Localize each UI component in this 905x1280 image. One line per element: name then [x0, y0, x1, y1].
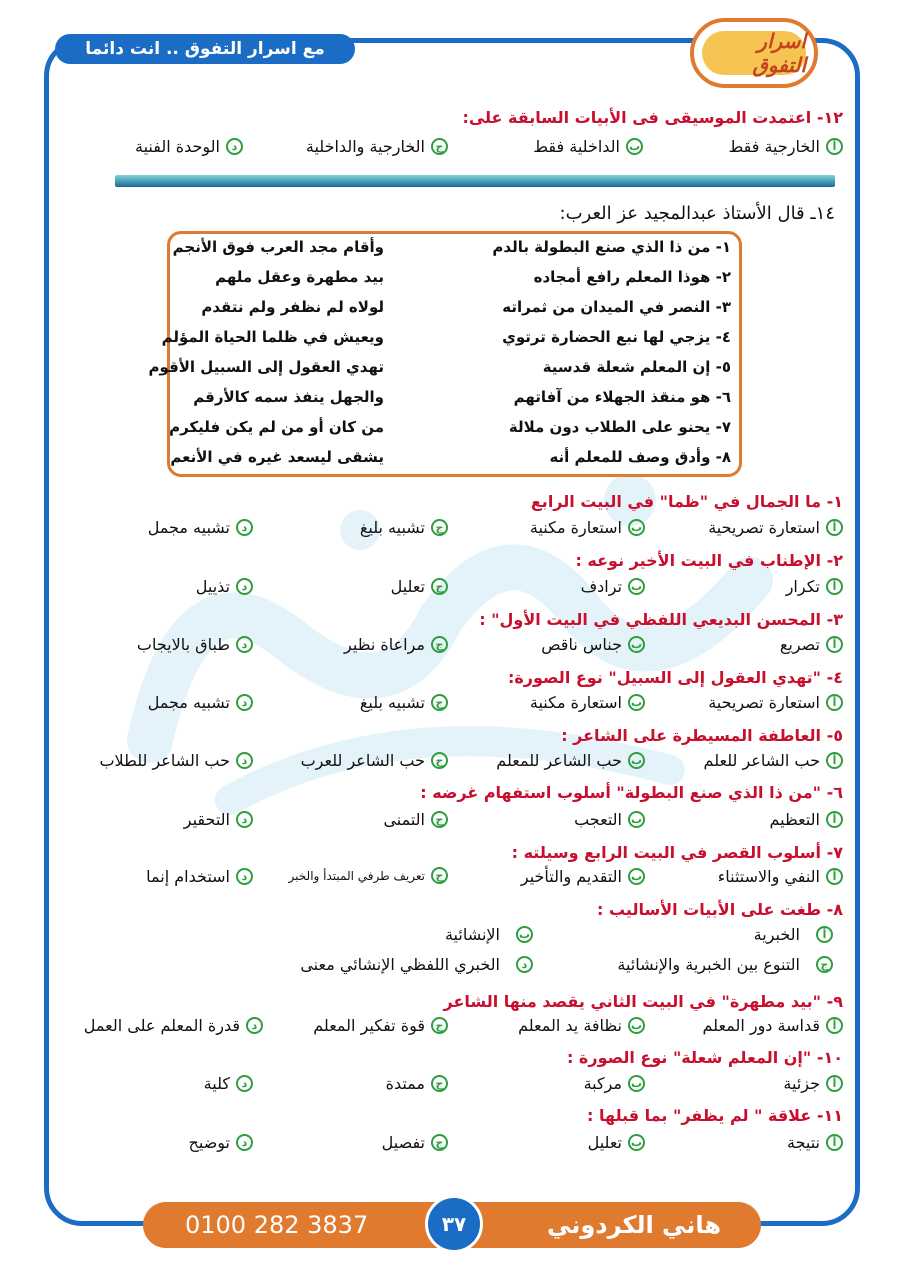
- option-letter-icon: ج: [431, 1134, 448, 1151]
- verse-8-second: يشقى ليسعد غيره في الأنعم: [170, 448, 384, 466]
- q-number: ٨-: [826, 900, 843, 919]
- option-label: استخدام إنما: [146, 867, 230, 886]
- option-label: توضيح: [188, 1133, 230, 1152]
- q10-options: [60, 1074, 843, 1100]
- section-divider: [115, 175, 835, 187]
- option-label: حب الشاعر للطلاب: [99, 751, 230, 770]
- option-letter-icon: د: [236, 1075, 253, 1092]
- option-label: تعليل: [390, 577, 425, 596]
- option-label: التقديم والتأخير: [520, 867, 622, 886]
- option-letter-icon: د: [236, 519, 253, 536]
- option-letter-icon: ج: [431, 694, 448, 711]
- q-text: "إن المعلم شعلة" نوع الصورة :: [566, 1048, 812, 1067]
- q13-options: [60, 137, 843, 163]
- q5-options: [60, 751, 843, 777]
- q2-option-b[interactable]: [581, 577, 645, 596]
- verse-7-first: ٧- يحنو على الطلاب دون ملالة: [508, 418, 731, 436]
- option-label: الداخلية فقط: [533, 137, 620, 156]
- option-label: الخبرية: [753, 925, 800, 944]
- verse-2-second: بيد مطهرة وعقل ملهم: [215, 268, 384, 286]
- verse-3-second: لولاه لم نظفر ولم نتقدم: [201, 298, 384, 316]
- option-letter-icon: ج: [431, 578, 448, 595]
- q8-option-a[interactable]: [754, 925, 833, 944]
- option-letter-icon: ب: [628, 636, 645, 653]
- q6-options: [60, 810, 843, 836]
- verse-7-second: من كان أو من لم يكن فليكرم: [169, 418, 384, 436]
- option-label: التنوع بين الخبرية والإنشائية: [617, 955, 800, 974]
- brand-logo: [690, 18, 818, 88]
- option-letter-icon: ج: [431, 1017, 448, 1034]
- q9-prompt: [444, 992, 843, 1011]
- q11-option-a[interactable]: [787, 1133, 843, 1152]
- q11-option-d[interactable]: [189, 1133, 253, 1152]
- option-label: تشبيه مجمل: [147, 518, 230, 537]
- q5-option-d[interactable]: [99, 751, 253, 770]
- q-number: ٩-: [826, 992, 843, 1011]
- option-label: التمنى: [383, 810, 425, 829]
- verse-6-first: ٦- هو منقذ الجهلاء من آفاتهم: [513, 388, 731, 406]
- option-label: تكرار: [785, 577, 820, 596]
- option-letter-icon: أ: [826, 1134, 843, 1151]
- q8-options-row1: [60, 925, 843, 951]
- option-letter-icon: ب: [516, 926, 533, 943]
- q8-option-d[interactable]: [300, 955, 533, 974]
- option-label: تفصيل: [381, 1133, 425, 1152]
- q-number: ٧-: [826, 843, 843, 862]
- option-label: التعجب: [574, 810, 622, 829]
- q-number: ٣-: [826, 610, 843, 629]
- option-letter-icon: ب: [628, 519, 645, 536]
- q6-option-a[interactable]: [770, 810, 843, 829]
- option-label: استعارة مكنية: [529, 518, 622, 537]
- option-letter-icon: ب: [628, 811, 645, 828]
- option-letter-icon: ب: [626, 138, 643, 155]
- verse-6-second: والجهل ينفذ سمه كالأرقم: [193, 388, 384, 406]
- option-label: النفي والاستثناء: [717, 867, 820, 886]
- phone-number: 0100 282 3837: [185, 1211, 369, 1239]
- option-letter-icon: ج: [431, 752, 448, 769]
- q10-option-c[interactable]: [386, 1074, 448, 1093]
- option-letter-icon: أ: [826, 519, 843, 536]
- q9-option-d[interactable]: [84, 1016, 263, 1035]
- option-letter-icon: ب: [628, 1017, 645, 1034]
- option-letter-icon: د: [236, 752, 253, 769]
- option-label: تشبيه بليغ: [359, 693, 425, 712]
- option-letter-icon: أ: [826, 636, 843, 653]
- q1-option-b[interactable]: [530, 518, 645, 537]
- option-label: نظافة يد المعلم: [518, 1016, 622, 1035]
- option-label: حب الشاعر للمعلم: [496, 751, 622, 770]
- q-number: ٢-: [826, 551, 843, 570]
- q1-options: [60, 518, 843, 544]
- option-label: التعظيم: [769, 810, 820, 829]
- q3-option-c[interactable]: [344, 635, 448, 654]
- option-letter-icon: ب: [628, 752, 645, 769]
- q-number: ٦-: [826, 783, 843, 802]
- q-text: ما الجمال في "ظما" في البيت الرابع: [530, 492, 822, 511]
- q13-option-a[interactable]: [728, 137, 843, 156]
- q1-option-c[interactable]: [360, 518, 448, 537]
- q2-options: [60, 577, 843, 603]
- author-name: هاني الكردوني: [547, 1211, 721, 1239]
- option-label: جناس ناقص: [541, 635, 622, 654]
- q2-prompt: [575, 551, 843, 570]
- verse-1-first: ١- من ذا الذي صنع البطولة بالدم: [492, 238, 731, 256]
- option-label: ترادف: [580, 577, 622, 596]
- option-letter-icon: ب: [628, 868, 645, 885]
- verse-8-first: ٨- وأدق وصف للمعلم أنه: [549, 448, 731, 466]
- option-letter-icon: أ: [826, 138, 843, 155]
- option-label: تشبيه بليغ: [359, 518, 425, 537]
- option-letter-icon: ج: [431, 1075, 448, 1092]
- verse-1-second: وأقام مجد العرب فوق الأنجم: [172, 238, 384, 256]
- option-letter-icon: د: [236, 868, 253, 885]
- q7-option-a[interactable]: [718, 867, 843, 886]
- option-label: كلية: [203, 1074, 230, 1093]
- q4-option-d[interactable]: [148, 693, 253, 712]
- q10-option-a[interactable]: [783, 1074, 843, 1093]
- option-letter-icon: د: [236, 811, 253, 828]
- q7-prompt: [512, 843, 843, 862]
- verse-4-first: ٤- يزجي لها نبع الحضارة ترتوي: [502, 328, 731, 346]
- q9-option-c[interactable]: [313, 1016, 448, 1035]
- q8-option-c[interactable]: [617, 955, 833, 974]
- option-letter-icon: ج: [816, 956, 833, 973]
- q13-text: اعتمدت الموسيقى فى الأبيات السابقة على:: [462, 108, 812, 127]
- q-text: "من ذا الذي صنع البطولة" أسلوب استفهام غرضه :: [420, 783, 822, 802]
- page-number: ٣٧: [425, 1195, 483, 1253]
- q4-option-a[interactable]: [708, 693, 843, 712]
- q10-prompt: [567, 1048, 843, 1067]
- option-letter-icon: ب: [628, 578, 645, 595]
- q11-option-c[interactable]: [382, 1133, 448, 1152]
- option-label: الخبري اللفظي الإنشائي معنى: [300, 955, 500, 974]
- q2-option-d[interactable]: [196, 577, 253, 596]
- option-letter-icon: أ: [826, 811, 843, 828]
- q-text: أسلوب القصر في البيت الرابع وسيلته :: [511, 843, 822, 862]
- q-text: الإطناب في البيت الأخير نوعه :: [575, 551, 822, 570]
- option-label: قوة تفكير المعلم: [313, 1016, 425, 1035]
- option-letter-icon: د: [236, 1134, 253, 1151]
- option-label: الإنشائية: [444, 925, 500, 944]
- option-letter-icon: د: [236, 578, 253, 595]
- q8-option-b[interactable]: [445, 925, 533, 944]
- q7-option-b[interactable]: [521, 867, 645, 886]
- q6-option-c[interactable]: [383, 810, 448, 829]
- option-label: الوحدة الفنية: [135, 137, 220, 156]
- q7-options: [60, 867, 843, 893]
- q9-options: [60, 1016, 843, 1042]
- q3-option-a[interactable]: [780, 635, 843, 654]
- logo-text: اسرار التفوق: [702, 31, 806, 75]
- q6-option-b[interactable]: [574, 810, 645, 829]
- q10-option-d[interactable]: [204, 1074, 253, 1093]
- q13-option-c[interactable]: [306, 137, 448, 156]
- q2-option-a[interactable]: [786, 577, 843, 596]
- q13-option-b[interactable]: [533, 137, 643, 156]
- option-label: الخارجية فقط: [728, 137, 820, 156]
- q5-option-a[interactable]: [704, 751, 843, 770]
- q5-prompt: [561, 726, 843, 745]
- option-label: تعريف طرفي المبتدأ والخبر: [288, 868, 425, 883]
- option-letter-icon: د: [226, 138, 243, 155]
- q13-option-d[interactable]: [135, 137, 243, 156]
- option-letter-icon: د: [246, 1017, 263, 1034]
- option-label: مركبة: [583, 1074, 622, 1093]
- q-number: ١٠-: [816, 1048, 843, 1067]
- q3-option-d[interactable]: [137, 635, 253, 654]
- q5-option-c[interactable]: [301, 751, 448, 770]
- q5-option-b[interactable]: [496, 751, 645, 770]
- verse-4-second: ويعيش في ظلما الحياة المؤلم: [161, 328, 384, 346]
- q11-option-b[interactable]: [588, 1133, 645, 1152]
- option-label: الخارجية والداخلية: [305, 137, 425, 156]
- q4-option-b[interactable]: [530, 693, 645, 712]
- q8-options-row2: [60, 955, 843, 981]
- q7-option-d[interactable]: [146, 867, 253, 886]
- option-label: تشبيه مجمل: [147, 693, 230, 712]
- q3-option-b[interactable]: [541, 635, 645, 654]
- q-number: ١١-: [816, 1106, 843, 1125]
- q-number: ١-: [826, 492, 843, 511]
- option-letter-icon: أ: [826, 578, 843, 595]
- option-letter-icon: ج: [431, 138, 448, 155]
- option-letter-icon: أ: [826, 1075, 843, 1092]
- option-label: استعارة تصريحية: [708, 693, 820, 712]
- q10-option-b[interactable]: [584, 1074, 645, 1093]
- option-letter-icon: أ: [826, 1017, 843, 1034]
- poem-box: [148, 231, 742, 477]
- option-letter-icon: د: [236, 694, 253, 711]
- option-label: نتيجة: [786, 1133, 820, 1152]
- option-label: طباق بالايجاب: [136, 635, 230, 654]
- option-letter-icon: أ: [826, 694, 843, 711]
- option-letter-icon: ج: [431, 811, 448, 828]
- q-number: ٤-: [826, 668, 843, 687]
- option-label: قداسة دور المعلم: [702, 1016, 820, 1035]
- q4-options: [60, 693, 843, 719]
- q11-prompt: [587, 1106, 843, 1125]
- q7-option-c[interactable]: [289, 867, 448, 884]
- q1-option-a[interactable]: [708, 518, 843, 537]
- option-letter-icon: ب: [628, 1075, 645, 1092]
- verse-5-second: تهدي العقول إلى السبيل الأقوم: [148, 358, 384, 376]
- verse-5-first: ٥- إن المعلم شعلة قدسية: [542, 358, 731, 376]
- option-letter-icon: ج: [431, 636, 448, 653]
- q-text: المحسن البديعي اللفظي في البيت الأول" :: [479, 610, 822, 629]
- q3-prompt: [479, 610, 843, 629]
- q-number: ٥-: [826, 726, 843, 745]
- option-letter-icon: أ: [816, 926, 833, 943]
- q11-options: [60, 1133, 843, 1159]
- option-letter-icon: د: [236, 636, 253, 653]
- option-letter-icon: ج: [431, 519, 448, 536]
- option-label: مراعاة نظير: [344, 635, 425, 654]
- header-slogan: مع اسرار التفوق .. انت دائما متفوق: [55, 34, 355, 64]
- option-label: تذييل: [195, 577, 230, 596]
- option-label: حب الشاعر للعرب: [300, 751, 425, 770]
- q-text: "تهدي العقول إلى السبيل" نوع الصورة:: [507, 668, 822, 687]
- option-letter-icon: د: [516, 956, 533, 973]
- q8-prompt: [597, 900, 843, 919]
- option-label: تصريع: [779, 635, 820, 654]
- option-label: تعليل: [587, 1133, 622, 1152]
- q4-prompt: [508, 668, 843, 687]
- option-label: قدرة المعلم على العمل: [83, 1016, 240, 1035]
- option-letter-icon: ب: [628, 694, 645, 711]
- option-label: استعارة تصريحية: [708, 518, 820, 537]
- verse-2-first: ٢- هوذا المعلم رافع أمجاده: [533, 268, 731, 286]
- q-text: علاقة " لم يظفر" بما قبلها :: [587, 1106, 812, 1125]
- q2-option-c[interactable]: [391, 577, 448, 596]
- q13-number: ١٢-: [816, 108, 843, 127]
- q9-option-a[interactable]: [703, 1016, 843, 1035]
- option-letter-icon: ب: [628, 1134, 645, 1151]
- q1-option-d[interactable]: [148, 518, 253, 537]
- q4-option-c[interactable]: [360, 693, 448, 712]
- q13-prompt: [462, 108, 843, 127]
- option-letter-icon: أ: [826, 752, 843, 769]
- option-label: ممتدة: [385, 1074, 425, 1093]
- option-letter-icon: أ: [826, 868, 843, 885]
- q-text: طغت على الأبيات الأساليب :: [597, 900, 822, 919]
- option-label: جزئية: [783, 1074, 820, 1093]
- q6-option-d[interactable]: [184, 810, 253, 829]
- option-label: التحقير: [183, 810, 230, 829]
- option-letter-icon: ج: [431, 867, 448, 884]
- q3-options: [60, 635, 843, 661]
- option-label: استعارة مكنية: [529, 693, 622, 712]
- option-label: حب الشاعر للعلم: [703, 751, 820, 770]
- verse-3-first: ٣- النصر في الميدان من ثمراته: [502, 298, 731, 316]
- poem-title: ١٤ـ قال الأستاذ عبدالمجيد عز العرب:: [559, 203, 835, 224]
- q6-prompt: [420, 783, 843, 802]
- q-text: العاطفة المسيطرة على الشاعر :: [561, 726, 822, 745]
- q9-option-b[interactable]: [518, 1016, 645, 1035]
- q-text: "بيد مطهرة" في البيت الثاني يقصد منها الشاعر: [443, 992, 822, 1011]
- q1-prompt: [531, 492, 843, 511]
